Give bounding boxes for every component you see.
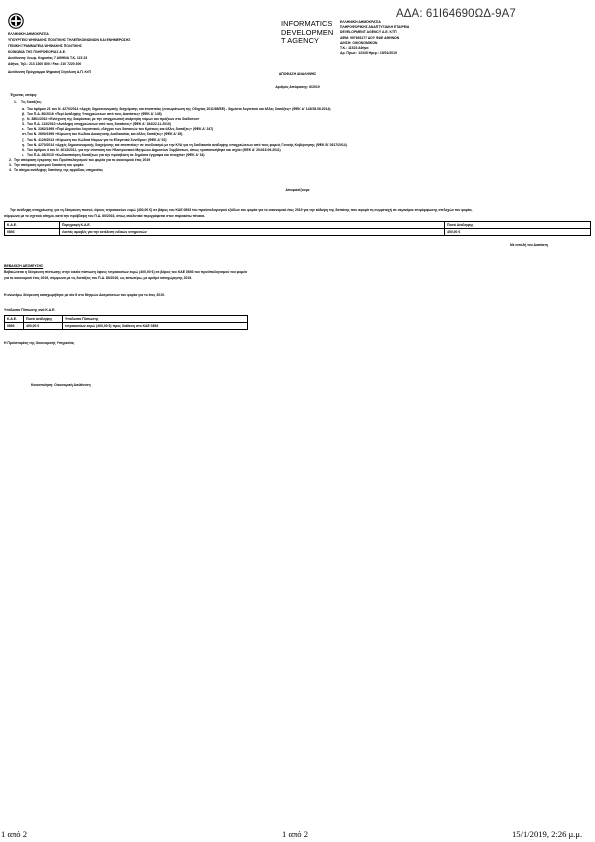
balance-table: [4, 315, 248, 330]
table-cell: 0893: [5, 229, 60, 236]
header-right-line: Αρ. Πρωτ.: 12345 Ημερ.: 15/01/2019: [340, 51, 397, 56]
signature-right: Με εντολή του Διατάκτη: [510, 243, 548, 247]
header-right-line: DEVELOPMENT AGENCY Α.Ε. ΚΤΠ: [340, 30, 397, 35]
provision-text: Του Π.Δ. 113/2010 «Ανάληψη υποχρεώσεων από τους διατάκτες» (ΦΕΚ Α' 194/22.11.2010): [27, 122, 171, 127]
considering-number: 1.: [14, 100, 17, 104]
table-header-cell: Ποσό ανάληψης: [24, 316, 63, 323]
provision-mark: ζ.: [22, 137, 25, 142]
footer-timestamp: 15/1/2019, 2:26 μ.μ.: [512, 829, 583, 839]
provision-text: Του Ν. 2362/1995 «Περί Δημοσίου Λογιστικού, ελέγχου των δαπανών του Κράτους και άλλες διατάξεις» (ΦΕΚ Α' 247): [27, 127, 214, 132]
provision-mark: ε.: [22, 127, 25, 132]
provision-mark: ι.: [22, 152, 24, 157]
provision-text: Του άρθρου 21 του Ν. 4270/2014 «Αρχές δημοσιονομικής διαχείρισης και εποπτείας (ενσωμάτωση της Οδηγίας 2011/85/ΕΕ) - δημόσιο λογιστικό και άλλες διατάξεις» (ΦΕΚ Α' 143/28.06.2014): [27, 107, 331, 111]
provision-text: Του Π.Δ. 80/2016 «Περί Ανάληψης Υποχρεώσεων από τους Διατάκτες» (ΦΕΚ Α' 145): [27, 112, 162, 117]
header-right-line: Δ/ΝΣΗ: ΟΙΚΟΝΟΜΙΚΩΝ: [340, 40, 378, 45]
table-cell: 400,00 €: [24, 323, 63, 330]
decision-number: Αριθμός Απόφασης: 6/2019: [275, 85, 320, 89]
header-left-line: Διεύθυνση Πρόγραμμα Ψηφιακή Σύγκλιση Α.Π. ΚτΠ: [8, 70, 91, 74]
commitment-table: [4, 221, 591, 236]
table-row: [5, 229, 591, 236]
provision-text: Την απόφαση έγκρισης του Προϋπολογισμού του φορέα για το οικονομικό έτος 2019: [14, 157, 151, 162]
provision-text: Του Ν. 2690/1999 «Κύρωση του Κώδικα Διοικητικής Διαδικασίας και άλλες διατάξεις» (ΦΕΚ Α' 45): [27, 132, 183, 137]
table-header-cell: Κ.Α.Ε.: [5, 316, 24, 323]
provision-text: Το αίτημα ανάληψης δαπάνης της αρμόδιας υπηρεσίας: [14, 168, 104, 173]
table-header-cell: Περιγραφή Κ.Α.Ε.: [60, 222, 445, 229]
considering-label: Έχοντας υπόψη:: [10, 93, 38, 97]
provision-mark: α.: [22, 107, 26, 111]
provision-mark: 4.: [9, 168, 12, 173]
provision-mark: δ.: [22, 122, 25, 127]
brand-line: INFORMATICS: [281, 19, 333, 28]
footer-page-center: 1 από 2: [282, 829, 309, 839]
greek-emblem-icon: [8, 13, 24, 29]
provision-mark: θ.: [22, 147, 25, 152]
brand-line: T AGENCY: [281, 36, 320, 46]
brand-line: DEVELOPMEN: [281, 27, 334, 37]
header-right-line: Τ.Κ.: 11523 Αθήνα: [340, 45, 369, 50]
table-header-row: [5, 222, 591, 229]
provision-mark: 3.: [9, 163, 12, 168]
provision-mark: γ.: [22, 117, 25, 122]
table-header-cell: Υπόλοιπο Πίστωσης: [63, 316, 248, 323]
header-left-line: Αθήνα, Τηλ.: 213 1300 800 / Fax: 210 7220 300: [8, 62, 82, 66]
ada-code: ΑΔΑ: 61Ι64690ΩΔ-9Α7: [396, 8, 516, 20]
table-cell: 0893: [5, 323, 24, 330]
provisions-list: [9, 107, 347, 173]
provisions-label: Τις διατάξεις:: [21, 100, 43, 104]
provision-item: [9, 168, 334, 173]
table-cell: 400,00 €: [445, 229, 591, 236]
header-right-line: ΕΛΛΗΝΙΚΗ ΔΗΜΟΚΡΑΤΙΑ: [340, 20, 381, 24]
header-left-block: [8, 32, 130, 76]
header-right-line: ΑΦΜ: 997693177 ΔΟΥ ΦΑΕ ΑΘΗΝΩΝ: [340, 35, 400, 40]
provision-text: Του Ν. 4129/2013 «Κύρωση του Κώδικα Νόμων για το Ελεγκτικό Συνέδριο» (ΦΕΚ Α' 52): [27, 137, 167, 142]
decide-heading: Αποφασίζουμε: [285, 188, 310, 192]
provision-text: Του Ν. 4270/2014 «Αρχές δημοσιονομικής διαχείρισης και εποπτείας» σε συνδυασμό με την ΚΥΑ για τη διαδικασία ανάληψης υποχρεώσεων από τους φορείς Γενικής Κυβέρνησης (ΦΕΚ Β' 2617/2014): [27, 142, 347, 147]
header-right-line: ΠΛΗΡΟΦΟΡΙΚΗΣ ΑΝΑΠΤΥΞΙΑΚΗ ΕΤΑΙΡΕΙΑ: [340, 25, 410, 30]
section-text-line: για το οικονομικό έτος 2019, σύμφωνα με τις διατάξεις του Π.Δ. 80/2016, ως κατωτέρω, με αριθμό καταχώρησης 2019.: [4, 276, 193, 280]
header-left-line: ΚΟΙΝΩΝΙΑ ΤΗΣ ΠΛΗΡΟΦΟΡΙΑΣ Α.Ε.: [8, 50, 66, 54]
table-row: [5, 323, 248, 330]
table-header-row: [5, 316, 248, 323]
provision-text: Την απόφαση ορισμού διατάκτη του φορέα: [14, 163, 84, 168]
signer-line: Κοινοποίηση: Οικονομική Διεύθυνση: [31, 383, 91, 387]
header-right-block: [340, 20, 409, 56]
header-left-line: ΥΠΟΥΡΓΕΙΟ ΨΗΦΙΑΚΗΣ ΠΟΛΙΤΙΚΗΣ ΤΗΛΕΠΙΚΟΙΝΩΝΙΩΝ ΚΑΙ ΕΝΗΜΕΡΩΣΗΣ: [8, 38, 131, 42]
provision-mark: η.: [22, 142, 26, 147]
brand-logo-text: [281, 20, 333, 46]
table-cell: Λοιπές αμοιβές για την εκτέλεση ειδικών υπηρεσιών: [60, 229, 445, 236]
header-left-line: ΓΕΝΙΚΗ ΓΡΑΜΜΑΤΕΙΑ ΨΗΦΙΑΚΗΣ ΠΟΛΙΤΙΚΗΣ: [8, 44, 82, 48]
decision-title: ΑΠΟΦΑΣΗ ΑΝΑΛΗΨΗΣ: [278, 72, 317, 76]
body-paragraph-line: Την ανάληψη υποχρέωσης για τη δέσμευση ποσού, ύψους τετρακοσίων ευρώ (400,00 €) σε βάρος του ΚΑΕ 0893 του προϋπολογισμού εξόδων του φορέα για το οικονομικό έτος 2019 για την κάλυψη της δαπάνης που αφορά τη συμμετοχή σε σεμινάριο επιμόρφωσης στελεχών του φορέα,: [10, 208, 473, 212]
provision-text: Του άρθρου 4 του Ν. 4013/2011, για την σύσταση του Ηλεκτρονικού Μητρώου Δημοσίων Συμβάσεων, όπως τροποποιήθηκε και ισχύει (ΦΕΚ Α' 204/15.09.2011): [27, 147, 281, 152]
table-header-cell: Κ.Α.Ε.: [5, 222, 60, 229]
table-header-cell: Ποσό Ανάληψης: [445, 222, 591, 229]
footer-page-left: 1 από 2: [1, 829, 28, 839]
provision-text: Ν. 3861/2010 «Ενίσχυση της διαφάνειας με την υποχρεωτική ανάρτηση νόμων και πράξεων στο διαδίκτυο»: [27, 117, 200, 122]
record-line: Η ανωτέρω δέσμευση καταχωρήθηκε με α/α 6 στο Μητρώο Δεσμεύσεων του φορέα για το έτος 2019.: [4, 293, 165, 297]
header-left-line: ΕΛΛΗΝΙΚΗ ΔΗΜΟΚΡΑΤΙΑ: [8, 32, 49, 36]
provision-mark: στ.: [22, 132, 27, 137]
header-left-line: Διεύθυνση: Λεωφ. Κηφισίας 7 ΑΘΗΝΑ Τ.Κ. 115 23: [8, 56, 88, 60]
body-paragraph-line: σύμφωνα με το σχετικό αίτημα, κατά την πρόβλεψη του Π.Δ. 80/2016, όπως αναλυτικά περιγράφεται στον παρακάτω πίνακα.: [4, 214, 205, 218]
section-text-line: Βεβαιώνεται η δέσμευση πίστωσης στην οικεία πίστωση ύψους τετρακοσίων ευρώ (400,00 €) σε βάρος του ΚΑΕ 0893 του προϋπολογισμού του φορέα: [4, 270, 247, 274]
provision-mark: β.: [22, 112, 26, 117]
notes-line: Η Προϊσταμένη της Οικονομικής Υπηρεσίας: [4, 341, 75, 345]
table2-title: Υπόλοιπο Πίστωσης ανά Κ.Α.Ε.: [4, 308, 56, 312]
provision-text: Του Π.Δ. 28/2015 «Κωδικοποίηση διατάξεων για την πρόσβαση σε δημόσια έγγραφα και στοιχεία» (ΦΕΚ Α' 34): [27, 152, 205, 157]
table-cell: τετρακοσίων ευρώ (400,00 €) προς διάθεση στο ΚΑΕ 0893: [63, 323, 248, 330]
provision-mark: 2.: [9, 157, 12, 162]
section-title: ΒΕΒΑΙΩΣΗ ΔΕΣΜΕΥΣΗΣ: [4, 264, 44, 268]
